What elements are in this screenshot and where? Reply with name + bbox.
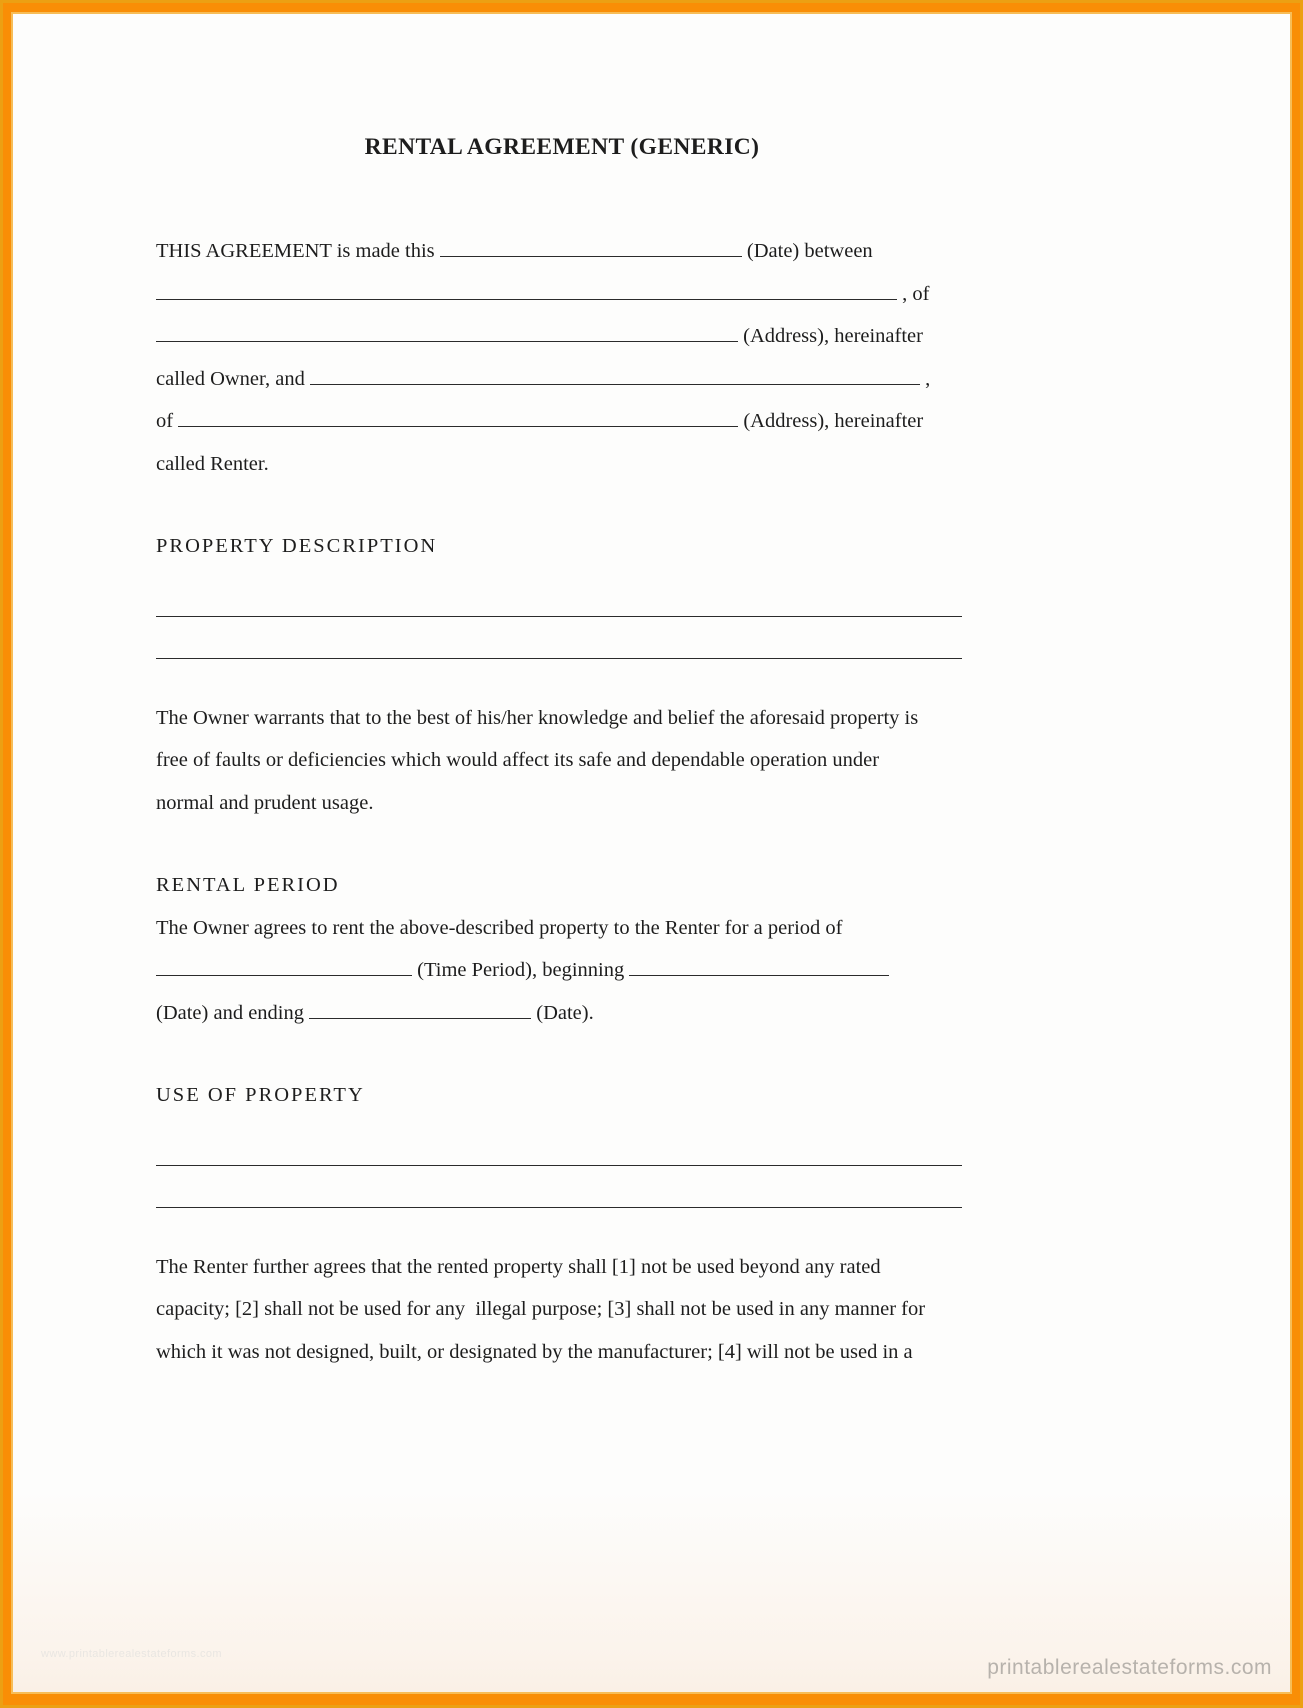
form-line xyxy=(156,632,968,675)
form-line xyxy=(156,1139,968,1182)
section-heading: RENTAL PERIOD xyxy=(156,874,340,896)
section-heading: PROPERTY DESCRIPTION xyxy=(156,535,438,557)
paragraph-line: The Renter further agrees that the rented property shall [1] not be used beyond any rated xyxy=(156,1255,881,1278)
footer-site-credit: printablerealestateforms.com xyxy=(987,1656,1272,1679)
blank-fill-line xyxy=(440,236,742,257)
use-of-property-blanks xyxy=(156,1139,968,1224)
form-text: (Date) between xyxy=(741,240,873,262)
blank-fill-line xyxy=(156,1145,962,1166)
form-text: of xyxy=(156,410,179,432)
form-line xyxy=(156,949,968,992)
form-line xyxy=(156,1181,968,1224)
page-border-mid xyxy=(3,3,1300,1705)
blank-fill-line xyxy=(629,955,889,976)
page-border-inner xyxy=(11,12,1292,1694)
paragraph-line: free of faults or deficiencies which would affect its safe and dependable operation under xyxy=(156,749,880,771)
renter-agreement-clause xyxy=(156,1246,968,1374)
form-text: (Time Period), beginning xyxy=(412,959,630,981)
form-text: (Address), hereinafter xyxy=(738,325,923,347)
blank-fill-line xyxy=(310,364,920,385)
blank-fill-line xyxy=(309,998,531,1019)
paragraph-line: normal and prudent usage. xyxy=(156,791,374,814)
form-text: (Date) and ending xyxy=(156,1001,310,1024)
parties-clause xyxy=(156,230,968,485)
form-text: , xyxy=(920,367,931,390)
document-title: RENTAL AGREEMENT (GENERIC) xyxy=(364,134,760,160)
blank-fill-line xyxy=(156,638,962,659)
document-body xyxy=(156,132,968,1373)
blank-fill-line xyxy=(156,279,897,300)
form-line xyxy=(156,590,968,633)
form-text: The Owner agrees to rent the above-described property to the Renter for a period of xyxy=(156,916,843,939)
form-line xyxy=(156,358,968,401)
rental-period-clause xyxy=(156,907,968,1035)
form-line xyxy=(156,273,968,316)
form-line xyxy=(156,443,968,486)
form-line xyxy=(156,315,968,358)
paragraph-line: capacity; [2] shall not be used for any illegal purpose; [3] shall not be used in any manner for xyxy=(156,1298,926,1320)
form-text: THIS AGREEMENT is made this xyxy=(156,240,440,262)
paragraph-line: The Owner warrants that to the best of his/her knowledge and belief the aforesaid property is xyxy=(156,706,919,729)
form-text: , of xyxy=(897,282,930,305)
paragraph-line: which it was not designed, built, or designated by the manufacturer; [4] will not be used in a xyxy=(156,1340,913,1363)
owner-warranty-clause xyxy=(156,697,968,825)
form-line xyxy=(156,992,968,1035)
section-heading: USE OF PROPERTY xyxy=(156,1084,365,1106)
form-line xyxy=(156,400,968,443)
left-watermark: www.printablerealestateforms.com xyxy=(41,1648,222,1660)
blank-fill-line xyxy=(156,955,412,976)
form-text: called Owner, and xyxy=(156,367,311,390)
form-text: (Address), hereinafter xyxy=(738,410,924,432)
form-line xyxy=(156,907,968,950)
blank-fill-line xyxy=(156,596,962,617)
property-description-blanks xyxy=(156,590,968,675)
blank-fill-line xyxy=(156,1187,962,1208)
blank-fill-line xyxy=(178,406,738,427)
form-text: called Renter. xyxy=(156,452,269,475)
blank-fill-line xyxy=(156,321,738,342)
form-line xyxy=(156,230,968,273)
form-text: (Date). xyxy=(531,1001,594,1024)
document-page xyxy=(13,14,1290,1692)
